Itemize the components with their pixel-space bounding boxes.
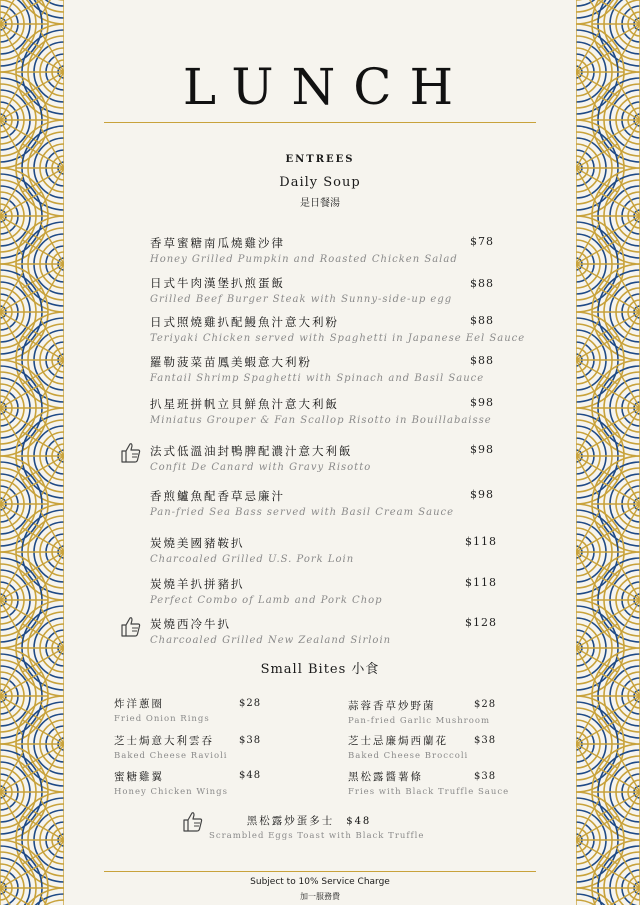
entree-price: $118 [465,576,497,589]
featured-name-zh: 黑松露炒蛋多士 [246,815,335,827]
entree-price: $128 [465,616,497,629]
small-bite-name-zh [209,813,409,828]
entrees-heading: ENTREES [285,154,355,165]
small-bite-name-en: Scrambled Eggs Toast with Black Truffle [209,831,425,841]
entree-item [150,443,470,473]
thumbs-up-icon [119,615,143,639]
entree-name-en: Honey Grilled Pumpkin and Roasted Chicken Salad [150,254,458,265]
entree-name-zh: 日式照燒雞扒配鰻魚汁意大利粉 [150,315,339,329]
small-bite-price: $38 [474,735,497,746]
entree-name-en: Charcoaled Grilled New Zealand Sirloin [150,635,392,646]
entree-name-zh: 羅勒菠菜苗鳳美蝦意大利粉 [150,355,312,369]
small-bite-name-en: Baked Cheese Ravioli [114,751,228,761]
small-bite-price: $28 [239,698,262,709]
menu-content [64,0,576,905]
entree-name-zh: 炭燒西冷牛扒 [150,617,231,631]
entree-price: $88 [470,277,494,290]
daily-soup-zh: 是日餐湯 [300,198,340,209]
featured-price: $48 [346,816,372,827]
entree-name-zh: 香草蜜糖南瓜燒雞沙律 [150,236,285,250]
small-bites-heading: Small Bites 小食 [260,662,380,677]
thumbs-up-icon [119,441,143,465]
entree-name-en: Confit De Canard with Gravy Risotto [150,462,372,473]
small-bite-item [348,698,490,726]
entree-price: $88 [470,354,494,367]
small-bite-name-zh: 炸洋蔥圈 [114,698,164,710]
small-bite-name-zh: 芝士焗意大利雲吞 [114,735,214,747]
small-bite-price: $28 [474,699,497,710]
small-bite-name-en: Fries with Black Truffle Sauce [348,787,510,797]
small-bite-name-zh: 蒜蓉香草炒野菌 [348,700,436,712]
small-bite-name-en: Pan-fried Garlic Mushroom [348,716,491,726]
entree-price: $98 [470,396,494,409]
entree-item [150,488,470,518]
entree-name-en: Perfect Combo of Lamb and Pork Chop [150,595,383,606]
small-bite-item [114,696,210,724]
entree-name-zh: 炭燒羊扒拼豬扒 [150,577,245,591]
service-charge-en: Subject to 10% Service Charge [250,877,390,887]
small-bite-name-en: Fried Onion Rings [114,714,210,724]
entree-name-en: Grilled Beef Burger Steak with Sunny-side-up egg [150,294,453,305]
small-bite-price: $38 [239,735,262,746]
small-bite-item [348,733,468,761]
small-bite-price: $48 [239,770,262,781]
small-bite-name-zh: 黑松露醬薯條 [348,771,423,783]
entree-item [150,616,470,646]
featured-small-bite [209,813,425,841]
small-bite-name-en: Honey Chicken Wings [114,787,228,797]
daily-soup-en: Daily Soup [279,175,361,190]
thumbs-up-icon [181,810,205,834]
small-bite-name-zh: 芝士忌廉焗西蘭花 [348,735,448,747]
entree-name-zh: 扒星班拼帆立貝鮮魚汁意大利飯 [150,397,339,411]
entree-price: $98 [470,443,494,456]
entree-name-en: Fantail Shrimp Spaghetti with Spinach and Basil Sauce [150,373,485,384]
bottom-divider [104,871,536,872]
entree-item [150,576,470,606]
small-bite-item [114,769,228,797]
entree-name-zh: 香煎鱸魚配香草忌廉汁 [150,489,285,503]
right-decorative-border [576,0,640,905]
entree-name-en: Pan-fried Sea Bass served with Basil Cream Sauce [150,507,455,518]
entree-item [150,275,470,305]
small-bite-item [114,733,228,761]
small-bite-name-en: Baked Cheese Broccoli [348,751,469,761]
small-bite-price: $38 [474,771,497,782]
entree-price: $78 [470,235,494,248]
entree-item [150,235,470,265]
entree-item [150,535,470,565]
top-divider [104,122,536,123]
entree-price: $118 [465,535,497,548]
left-decorative-border [0,0,64,905]
service-charge-zh: 加一服務費 [300,892,340,901]
entree-price: $88 [470,314,494,327]
entree-name-zh: 炭燒美國豬鞍扒 [150,536,245,550]
entree-name-en: Miniatus Grouper & Fan Scallop Risotto in Bouillabaisse [150,415,492,426]
entree-price: $98 [470,488,494,501]
page-title: LUNCH [182,58,472,116]
entree-name-en: Charcoaled Grilled U.S. Pork Loin [150,554,355,565]
entree-name-zh: 法式低溫油封鴨脾配濃汁意大利飯 [150,444,353,458]
entree-name-en: Teriyaki Chicken served with Spaghetti in Japanese Eel Sauce [150,333,526,344]
entree-name-zh: 日式牛肉漢堡扒煎蛋飯 [150,276,285,290]
small-bite-name-zh: 蜜糖雞翼 [114,771,164,783]
